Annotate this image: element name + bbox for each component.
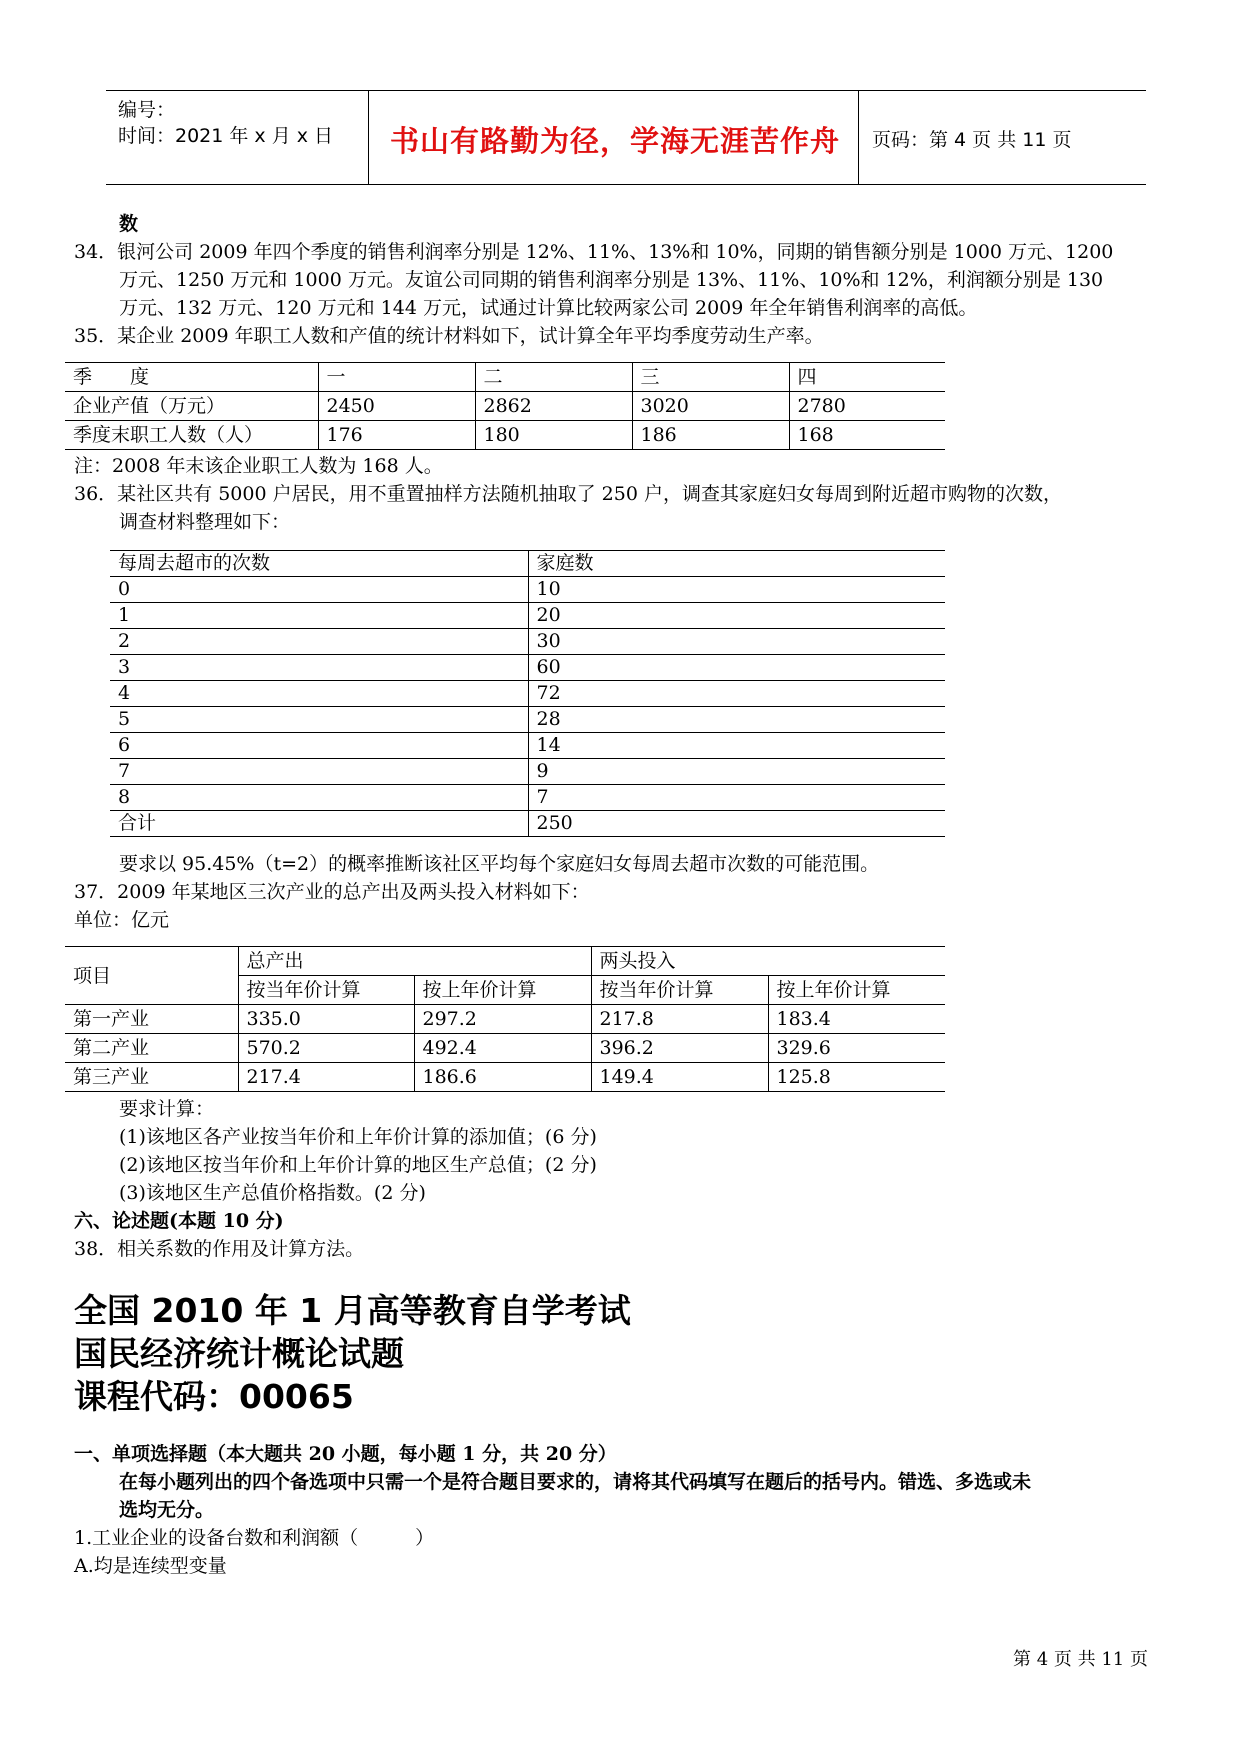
table-cell: 72 (528, 681, 945, 707)
table-row (65, 421, 945, 450)
table-cell: 570.2 (238, 1034, 414, 1063)
q34-line: 万元、1250 万元和 1000 万元。友谊公司同期的销售利润率分别是 13%、11%、10%和 12%，利润额分别是 130 (119, 269, 1104, 291)
table-cell: 176 (318, 421, 475, 450)
table-cell: 4 (110, 681, 528, 707)
table-cell: 按当年价计算 (591, 976, 768, 1005)
section1-heading: 一、单项选择题（本大题共 20 小题，每小题 1 分，共 20 分） (74, 1443, 617, 1465)
table-cell: 2780 (789, 392, 945, 421)
table-cell: 14 (528, 733, 945, 759)
table-cell: 总产出 (238, 947, 591, 976)
table-cell: 125.8 (768, 1063, 945, 1092)
exam-subtitle: 国民经济统计概论试题 (74, 1334, 404, 1373)
table-cell: 149.4 (591, 1063, 768, 1092)
table-row (110, 811, 945, 837)
q37-text: 37．2009 年某地区三次产业的总产出及两头投入材料如下： (74, 881, 590, 903)
table-cell: 合计 (110, 811, 528, 837)
table-cell: 3020 (632, 392, 789, 421)
exam-title: 全国 2010 年 1 月高等教育自学考试 (74, 1291, 631, 1330)
table-cell: 492.4 (414, 1034, 591, 1063)
table-cell: 396.2 (591, 1034, 768, 1063)
table-row (65, 1005, 945, 1034)
table-cell: 2862 (475, 392, 632, 421)
table-cell: 第二产业 (65, 1034, 238, 1063)
q37-requirement: (1)该地区各产业按当年价和上年价计算的添加值；(6 分) (119, 1126, 597, 1148)
table-cell: 0 (110, 577, 528, 603)
q37-unit: 单位：亿元 (74, 909, 170, 931)
course-code: 课程代码：00065 (74, 1377, 354, 1416)
header-motto: 书山有路勤为径，学海无涯苦作舟 (390, 124, 841, 158)
table-cell: 28 (528, 707, 945, 733)
table-cell: 5 (110, 707, 528, 733)
table-cell: 1 (110, 603, 528, 629)
section1-instructions: 在每小题列出的四个备选项中只需一个是符合题目要求的，请将其代码填写在题后的括号内。错选、多选或未 (119, 1471, 1032, 1493)
page-header (106, 90, 1146, 185)
table-row (110, 733, 945, 759)
table-cell: 183.4 (768, 1005, 945, 1034)
time-label: 时间：2021 年 x 月 x 日 (118, 125, 334, 147)
table-cell: 第一产业 (65, 1005, 238, 1034)
table-cell: 10 (528, 577, 945, 603)
footer-page-label: 第 4 页 共 11 页 (1013, 1649, 1148, 1670)
q36-table (110, 550, 945, 837)
q37-requirement: 要求计算： (119, 1098, 215, 1120)
table-cell: 两头投入 (591, 947, 945, 976)
table-row (110, 629, 945, 655)
table-cell: 186.6 (414, 1063, 591, 1092)
q1-text: 1.工业企业的设备台数和利润额（ ） (74, 1527, 435, 1549)
table-cell: 2450 (318, 392, 475, 421)
table-cell: 335.0 (238, 1005, 414, 1034)
table-cell: 每周去超市的次数 (110, 551, 528, 577)
table-cell: 2 (110, 629, 528, 655)
table-cell: 250 (528, 811, 945, 837)
q34-line: 34．银河公司 2009 年四个季度的销售利润率分别是 12%、11%、13%和 10%，同期的销售额分别是 1000 万元、1200 (74, 241, 1114, 263)
table-row (110, 759, 945, 785)
q35-table (65, 362, 945, 450)
q36-line: 36．某社区共有 5000 户居民，用不重置抽样方法随机抽取了 250 户，调查其家庭妇女每周到附近超市购物的次数， (74, 483, 1062, 505)
table-row (65, 392, 945, 421)
table-cell: 9 (528, 759, 945, 785)
number-label: 编号： (118, 99, 176, 121)
table-cell: 按当年价计算 (238, 976, 414, 1005)
table-row (65, 1034, 945, 1063)
table-cell: 297.2 (414, 1005, 591, 1034)
table-cell: 186 (632, 421, 789, 450)
table-cell: 第三产业 (65, 1063, 238, 1092)
table-cell: 30 (528, 629, 945, 655)
header-divider (858, 91, 859, 184)
table-cell: 企业产值（万元） (65, 392, 318, 421)
table-cell: 三 (632, 363, 789, 392)
table-cell: 3 (110, 655, 528, 681)
table-cell: 60 (528, 655, 945, 681)
section6-heading: 六、论述题(本题 10 分) (74, 1210, 284, 1232)
q35-text: 35．某企业 2009 年职工人数和产值的统计材料如下，试计算全年平均季度劳动生产率。 (74, 325, 824, 347)
q37-requirement: (3)该地区生产总值价格指数。(2 分) (119, 1182, 426, 1204)
table-cell: 季度末职工人数（人） (65, 421, 318, 450)
q38-text: 38．相关系数的作用及计算方法。 (74, 1238, 365, 1260)
table-cell: 按上年价计算 (414, 976, 591, 1005)
table-cell: 329.6 (768, 1034, 945, 1063)
table-row (110, 655, 945, 681)
table-row (110, 785, 945, 811)
table-cell: 一 (318, 363, 475, 392)
table-cell: 168 (789, 421, 945, 450)
table-header-row (65, 363, 945, 392)
table-cell: 7 (110, 759, 528, 785)
q35-note: 注：2008 年末该企业职工人数为 168 人。 (74, 455, 443, 477)
page-label: 页码：第 4 页 共 11 页 (872, 129, 1072, 151)
table-row (110, 681, 945, 707)
table-cell: 二 (475, 363, 632, 392)
table-cell: 7 (528, 785, 945, 811)
table-row (65, 1063, 945, 1092)
table-cell: 按上年价计算 (768, 976, 945, 1005)
table-header-row (65, 947, 945, 976)
q34-line: 万元、132 万元、120 万元和 144 万元，试通过计算比较两家公司 2009 年全年销售利润率的高低。 (119, 297, 978, 319)
table-cell: 四 (789, 363, 945, 392)
q37-table (65, 946, 945, 1092)
q1-option-a: A.均是连续型变量 (74, 1555, 227, 1577)
continued-heading: 数 (119, 213, 139, 235)
section1-instructions: 选均无分。 (119, 1499, 215, 1521)
table-cell: 家庭数 (528, 551, 945, 577)
table-cell: 6 (110, 733, 528, 759)
table-header-row (110, 551, 945, 577)
header-divider (368, 91, 369, 184)
table-row (110, 707, 945, 733)
table-cell: 180 (475, 421, 632, 450)
table-cell: 项目 (65, 947, 238, 1005)
table-cell: 217.8 (591, 1005, 768, 1034)
table-cell: 8 (110, 785, 528, 811)
table-row (110, 603, 945, 629)
table-row (110, 577, 945, 603)
table-cell: 季 度 (65, 363, 318, 392)
q36-requirement: 要求以 95.45%（t=2）的概率推断该社区平均每个家庭妇女每周去超市次数的可能范围。 (119, 853, 880, 875)
table-cell: 20 (528, 603, 945, 629)
table-cell: 217.4 (238, 1063, 414, 1092)
q36-line: 调查材料整理如下： (119, 511, 291, 533)
q37-requirement: (2)该地区按当年价和上年价计算的地区生产总值；(2 分) (119, 1154, 597, 1176)
